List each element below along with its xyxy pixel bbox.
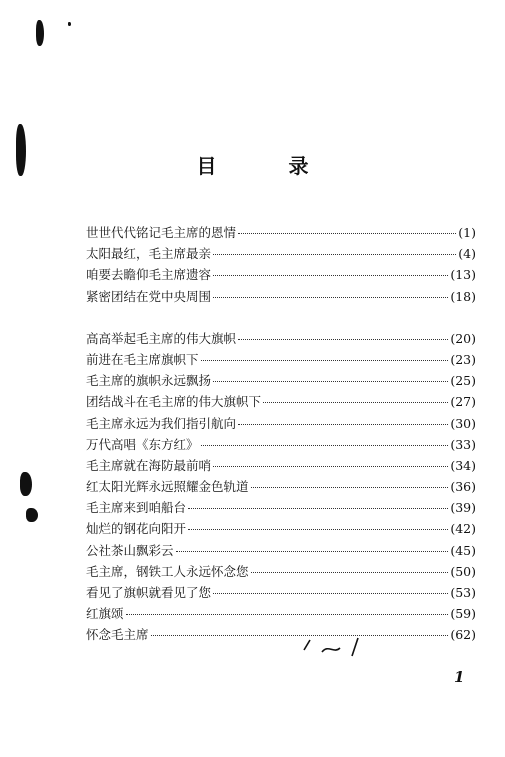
toc-entry[interactable] (86, 244, 476, 265)
section-gap (86, 308, 476, 329)
toc-entry-title: 世世代代铭记毛主席的恩情 (86, 225, 237, 240)
toc-entry[interactable] (86, 392, 476, 413)
toc-leader (251, 571, 449, 573)
toc-entry-title: 紧密团结在党中央周围 (86, 288, 212, 304)
toc-leader (213, 380, 448, 382)
toc-entry-title: 万代高唱《东方红》 (86, 436, 199, 452)
toc-leader (238, 232, 456, 234)
toc-entry-title: 咱要去瞻仰毛主席遗容 (86, 267, 212, 283)
toc-leader (201, 359, 449, 361)
toc-entry[interactable] (86, 583, 476, 604)
toc-entry-page: (27) (450, 394, 476, 410)
toc-entry-title: 高高举起毛主席的伟大旗帜 (86, 330, 237, 346)
toc-entry[interactable] (86, 329, 476, 350)
toc-entry-title: 毛主席的旗帜永远飘扬 (86, 373, 212, 389)
toc-entry-page: (30) (450, 415, 476, 431)
toc-leader (213, 465, 448, 467)
toc-leader (238, 423, 448, 425)
toc-entry-page: (13) (450, 267, 476, 283)
toc-entry-page: (53) (450, 585, 476, 600)
toc-entry-page: (39) (450, 500, 476, 516)
toc-entry-page: (62) (450, 627, 476, 643)
toc-leader (188, 528, 448, 530)
toc-leader (263, 401, 448, 403)
toc-entry[interactable] (86, 477, 476, 498)
toc-entry-page: (1) (458, 225, 476, 240)
toc-entry-page: (36) (450, 479, 476, 495)
toc-entry-page: (20) (450, 330, 476, 346)
toc-entry[interactable] (86, 625, 476, 646)
toc-entry-page: (23) (450, 351, 476, 367)
toc-leader (176, 550, 449, 552)
toc-entry-page: (18) (450, 288, 476, 304)
toc-entry-title: 团结战斗在毛主席的伟大旗帜下 (86, 394, 262, 410)
toc-entry[interactable] (86, 371, 476, 392)
scan-mark (26, 508, 38, 522)
toc-entry-page: (4) (458, 246, 476, 262)
toc-leader (201, 444, 449, 446)
toc-entry-title: 太阳最红，毛主席最亲 (86, 246, 212, 262)
toc-leader (213, 592, 448, 594)
toc-leader (238, 338, 448, 340)
toc-entry-title: 红旗颂 (86, 606, 124, 622)
toc-leader (213, 253, 456, 255)
toc-entry-title: 毛主席，钢铁工人永远怀念您 (86, 563, 249, 579)
toc-entry-page: (25) (450, 373, 476, 389)
toc-entry-page: (34) (450, 457, 476, 473)
toc-entry-title: 毛主席来到咱船台 (86, 500, 187, 516)
toc-entry-page: (33) (450, 436, 476, 452)
toc-entry[interactable] (86, 519, 476, 540)
page-number: 1 (454, 668, 465, 686)
toc-entry-title: 毛主席永远为我们指引航向 (86, 415, 237, 431)
toc-entry[interactable] (86, 350, 476, 371)
toc-leader (213, 296, 448, 298)
toc-entry-page: (50) (450, 563, 476, 579)
toc-entry[interactable] (86, 604, 476, 625)
page-title: 目 录 (196, 154, 335, 178)
toc-entry[interactable] (86, 498, 476, 519)
scan-mark (20, 472, 32, 496)
toc-entry-title: 怀念毛主席 (86, 627, 149, 643)
toc-entry-page: (45) (450, 542, 476, 558)
toc-entry[interactable] (86, 456, 476, 477)
toc-entry-title: 公社茶山飘彩云 (86, 542, 174, 558)
toc-leader (188, 507, 448, 509)
toc-entry-title: 毛主席就在海防最前哨 (86, 457, 212, 473)
toc-entry[interactable] (86, 562, 476, 583)
scan-mark (36, 20, 44, 46)
toc-entry[interactable] (86, 265, 476, 286)
table-of-contents (86, 223, 476, 647)
toc-entry-page: (42) (450, 521, 476, 537)
toc-entry[interactable] (86, 223, 476, 244)
toc-entry-title: 前进在毛主席旗帜下 (86, 351, 199, 367)
toc-entry-title: 红太阳光辉永远照耀金色轨道 (86, 479, 249, 495)
toc-entry[interactable] (86, 435, 476, 456)
scan-mark (68, 22, 71, 26)
toc-entry[interactable] (86, 414, 476, 435)
toc-entry[interactable] (86, 287, 476, 308)
toc-leader (213, 274, 448, 276)
toc-entry-title: 灿烂的钢花向阳开 (86, 521, 187, 537)
toc-entry[interactable] (86, 541, 476, 562)
toc-entry-title: 看见了旗帜就看见了您 (86, 585, 212, 600)
toc-entry-page: (59) (450, 606, 476, 622)
pen-mark (300, 636, 380, 658)
toc-leader (251, 486, 449, 488)
toc-leader (126, 613, 449, 615)
